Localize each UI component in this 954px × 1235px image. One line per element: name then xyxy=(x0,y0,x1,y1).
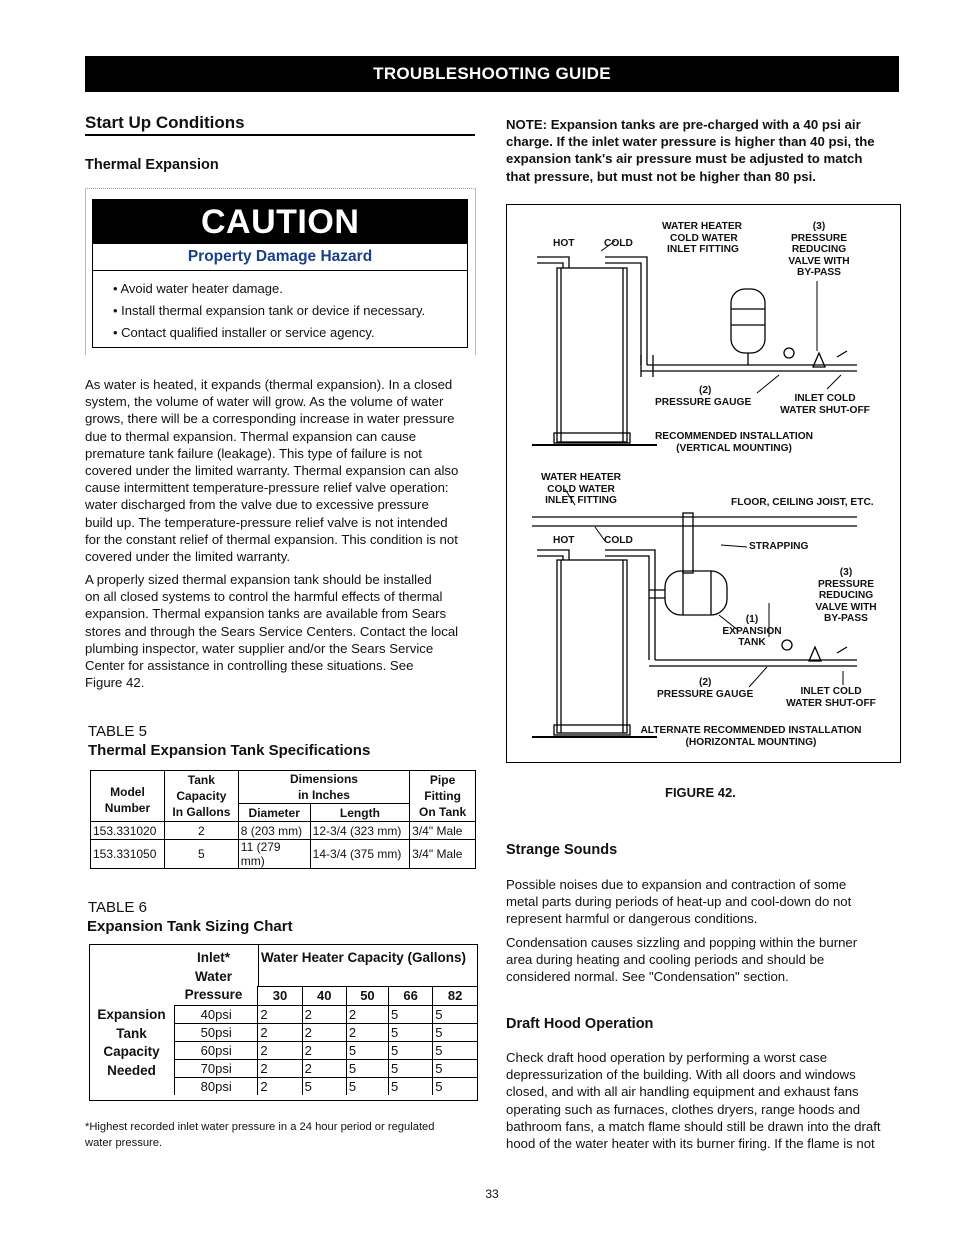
strapping-label: STRAPPING xyxy=(749,541,809,552)
table5-head-pipe: Pipe Fitting On Tank xyxy=(410,771,476,822)
bottom-gauge-label: (2) PRESSURE GAUGE xyxy=(657,677,754,700)
strange-sounds-title: Strange Sounds xyxy=(506,842,618,858)
top-wh-fitting-label: WATER HEATER COLD WATER INLET FITTING xyxy=(662,221,742,255)
table-row: 153.331050 5 11 (279 mm) 14-3/4 (375 mm) 3/4" Male xyxy=(91,840,476,869)
table6-label: TABLE 6 xyxy=(88,899,147,916)
table6-sizing-chart xyxy=(89,944,478,1101)
caution-header: CAUTION xyxy=(93,200,467,244)
table-row: 50psi 2 2 2 5 5 xyxy=(175,1023,478,1041)
table6-footnote: *Highest recorded inlet water pressure in a 24 hour period or regulated water pressure. xyxy=(85,1121,435,1149)
table5-label: TABLE 5 xyxy=(88,723,147,740)
table5-head-dimensions: Dimensions in Inches xyxy=(238,771,409,804)
strange-sounds-paragraph-1: Possible noises due to expansion and contraction of some metal parts during periods of heat-up and cool-down do not represent harmful or dangerous conditions. xyxy=(506,877,852,927)
section-banner: TROUBLESHOOTING GUIDE xyxy=(85,56,899,92)
table-row: 60psi 2 2 5 5 5 xyxy=(175,1041,478,1059)
bottom-prv-label: (3) PRESSURE REDUCING VALVE WITH BY-PASS xyxy=(815,567,877,624)
top-cold-label: COLD xyxy=(604,238,633,249)
table5-specifications xyxy=(90,770,476,869)
caution-item: • Contact qualified installer or service agency. xyxy=(113,325,375,340)
table6-capacity-head: Water Heater Capacity (Gallons) xyxy=(261,950,467,965)
caution-box xyxy=(92,199,468,348)
thermal-expansion-paragraph-1: As water is heated, it expands (thermal expansion). In a closed system, the volume of water will grow. As the volume of water grows, there will be a corresponding increase in water pressure due to thermal expansion. Thermal expansion can cause premature tank failure (leakage). This type of failure is not covered under the limited warranty. Thermal expansion can also cause intermittent temperature-pressure relief valve operation: water discharged from the valve due to excessive pressure build up. The temperature-pressure relief valve is not intended for the constant relief of thermal expansion. This condition is not covered under the limited warranty. xyxy=(85,377,459,565)
table6-inlet-head: Inlet* Water Pressure xyxy=(184,950,243,1002)
figure-42 xyxy=(506,204,901,763)
table6-grid: 30 40 50 66 82 40psi 2 2 2 5 5 50psi 2 2 2 5 5 60psi 2 2 5 5 5 70psi 2 2 5 5 5 80psi 2 5 5 5 5 xyxy=(174,986,477,1095)
caution-item: • Avoid water heater damage. xyxy=(113,281,283,296)
figure-caption: FIGURE 42. xyxy=(665,785,736,800)
expansion-tank-note: NOTE: Expansion tanks are pre-charged with a 40 psi air charge. If the inlet water pressure is higher than 40 psi, the expansion tank's air pressure must be adjusted to match that pressure, but must not be higher than 80 psi. xyxy=(506,117,875,184)
table5-title: Thermal Expansion Tank Specifications xyxy=(88,742,371,759)
table6-title: Expansion Tank Sizing Chart xyxy=(87,918,293,935)
bottom-caption: ALTERNATE RECOMMENDED INSTALLATION (HORIZONTAL MOUNTING) xyxy=(640,725,862,748)
draft-hood-paragraph: Check draft hood operation by performing a worst case depressurization of the building. With all doors and windows closed, and with all air handling equipment and exhaust fans operating such as furnaces, clothes dryers, range hoods and bathroom fans, a match flame should still be drawn into the draft hood of the water heater with its burner firing. If the flame is not xyxy=(506,1050,881,1152)
bottom-wh-fitting-label: WATER HEATER COLD WATER INLET FITTING xyxy=(541,472,621,506)
table-row: 40psi 2 2 2 5 5 xyxy=(175,1005,478,1023)
draft-hood-title: Draft Hood Operation xyxy=(506,1016,654,1032)
top-hot-label: HOT xyxy=(553,238,575,249)
top-gauge-label: (2) PRESSURE GAUGE xyxy=(655,385,752,408)
top-caption: RECOMMENDED INSTALLATION (VERTICAL MOUNTING) xyxy=(654,431,814,454)
table-row: 80psi 2 5 5 5 5 xyxy=(175,1077,478,1095)
bottom-cold-label: COLD xyxy=(604,535,633,546)
caution-list xyxy=(113,278,425,344)
table6-side-label: Expansion Tank Capacity Needed xyxy=(97,1007,166,1078)
table-row: 70psi 2 2 5 5 5 xyxy=(175,1059,478,1077)
table5-head-length: Length xyxy=(310,804,410,822)
table-row: 153.331020 2 8 (203 mm) 12-3/4 (323 mm) 3/4" Male xyxy=(91,822,476,840)
subsection-title: Thermal Expansion xyxy=(85,157,219,173)
top-shutoff-label: INLET COLD WATER SHUT-OFF xyxy=(780,393,870,416)
expansion-tank-label: (1) EXPANSION TANK xyxy=(722,614,782,648)
table5-head-tank: Tank Capacity In Gallons xyxy=(164,771,238,822)
section-title: Start Up Conditions xyxy=(85,113,245,132)
table5-head-diameter: Diameter xyxy=(238,804,310,822)
bottom-shutoff-label: INLET COLD WATER SHUT-OFF xyxy=(786,686,876,709)
page-number: 33 xyxy=(485,1187,499,1201)
section-rule xyxy=(85,134,475,136)
floor-joist-label: FLOOR, CEILING JOIST, ETC. xyxy=(731,497,874,508)
caution-subheader: Property Damage Hazard xyxy=(93,244,467,271)
thermal-expansion-paragraph-2: A properly sized thermal expansion tank should be installed on all closed systems to control the harmful effects of thermal expansion. Thermal expansion tanks are available from Sears stores and through the Sears Service Centers. Contact the local plumbing inspector, water supplier and/or the Sears Service Center for assistance in controlling these situations. See Figure 42. xyxy=(85,572,459,691)
bottom-hot-label: HOT xyxy=(553,535,575,546)
top-prv-label: (3) PRESSURE REDUCING VALVE WITH BY-PASS xyxy=(788,221,850,278)
table5-head-model: Model Number xyxy=(91,771,165,822)
caution-item: • Install thermal expansion tank or device if necessary. xyxy=(113,303,426,318)
strange-sounds-paragraph-2: Condensation causes sizzling and popping within the burner area during heating and cooling periods and should be considered normal. See "Condensation" section. xyxy=(506,935,858,985)
